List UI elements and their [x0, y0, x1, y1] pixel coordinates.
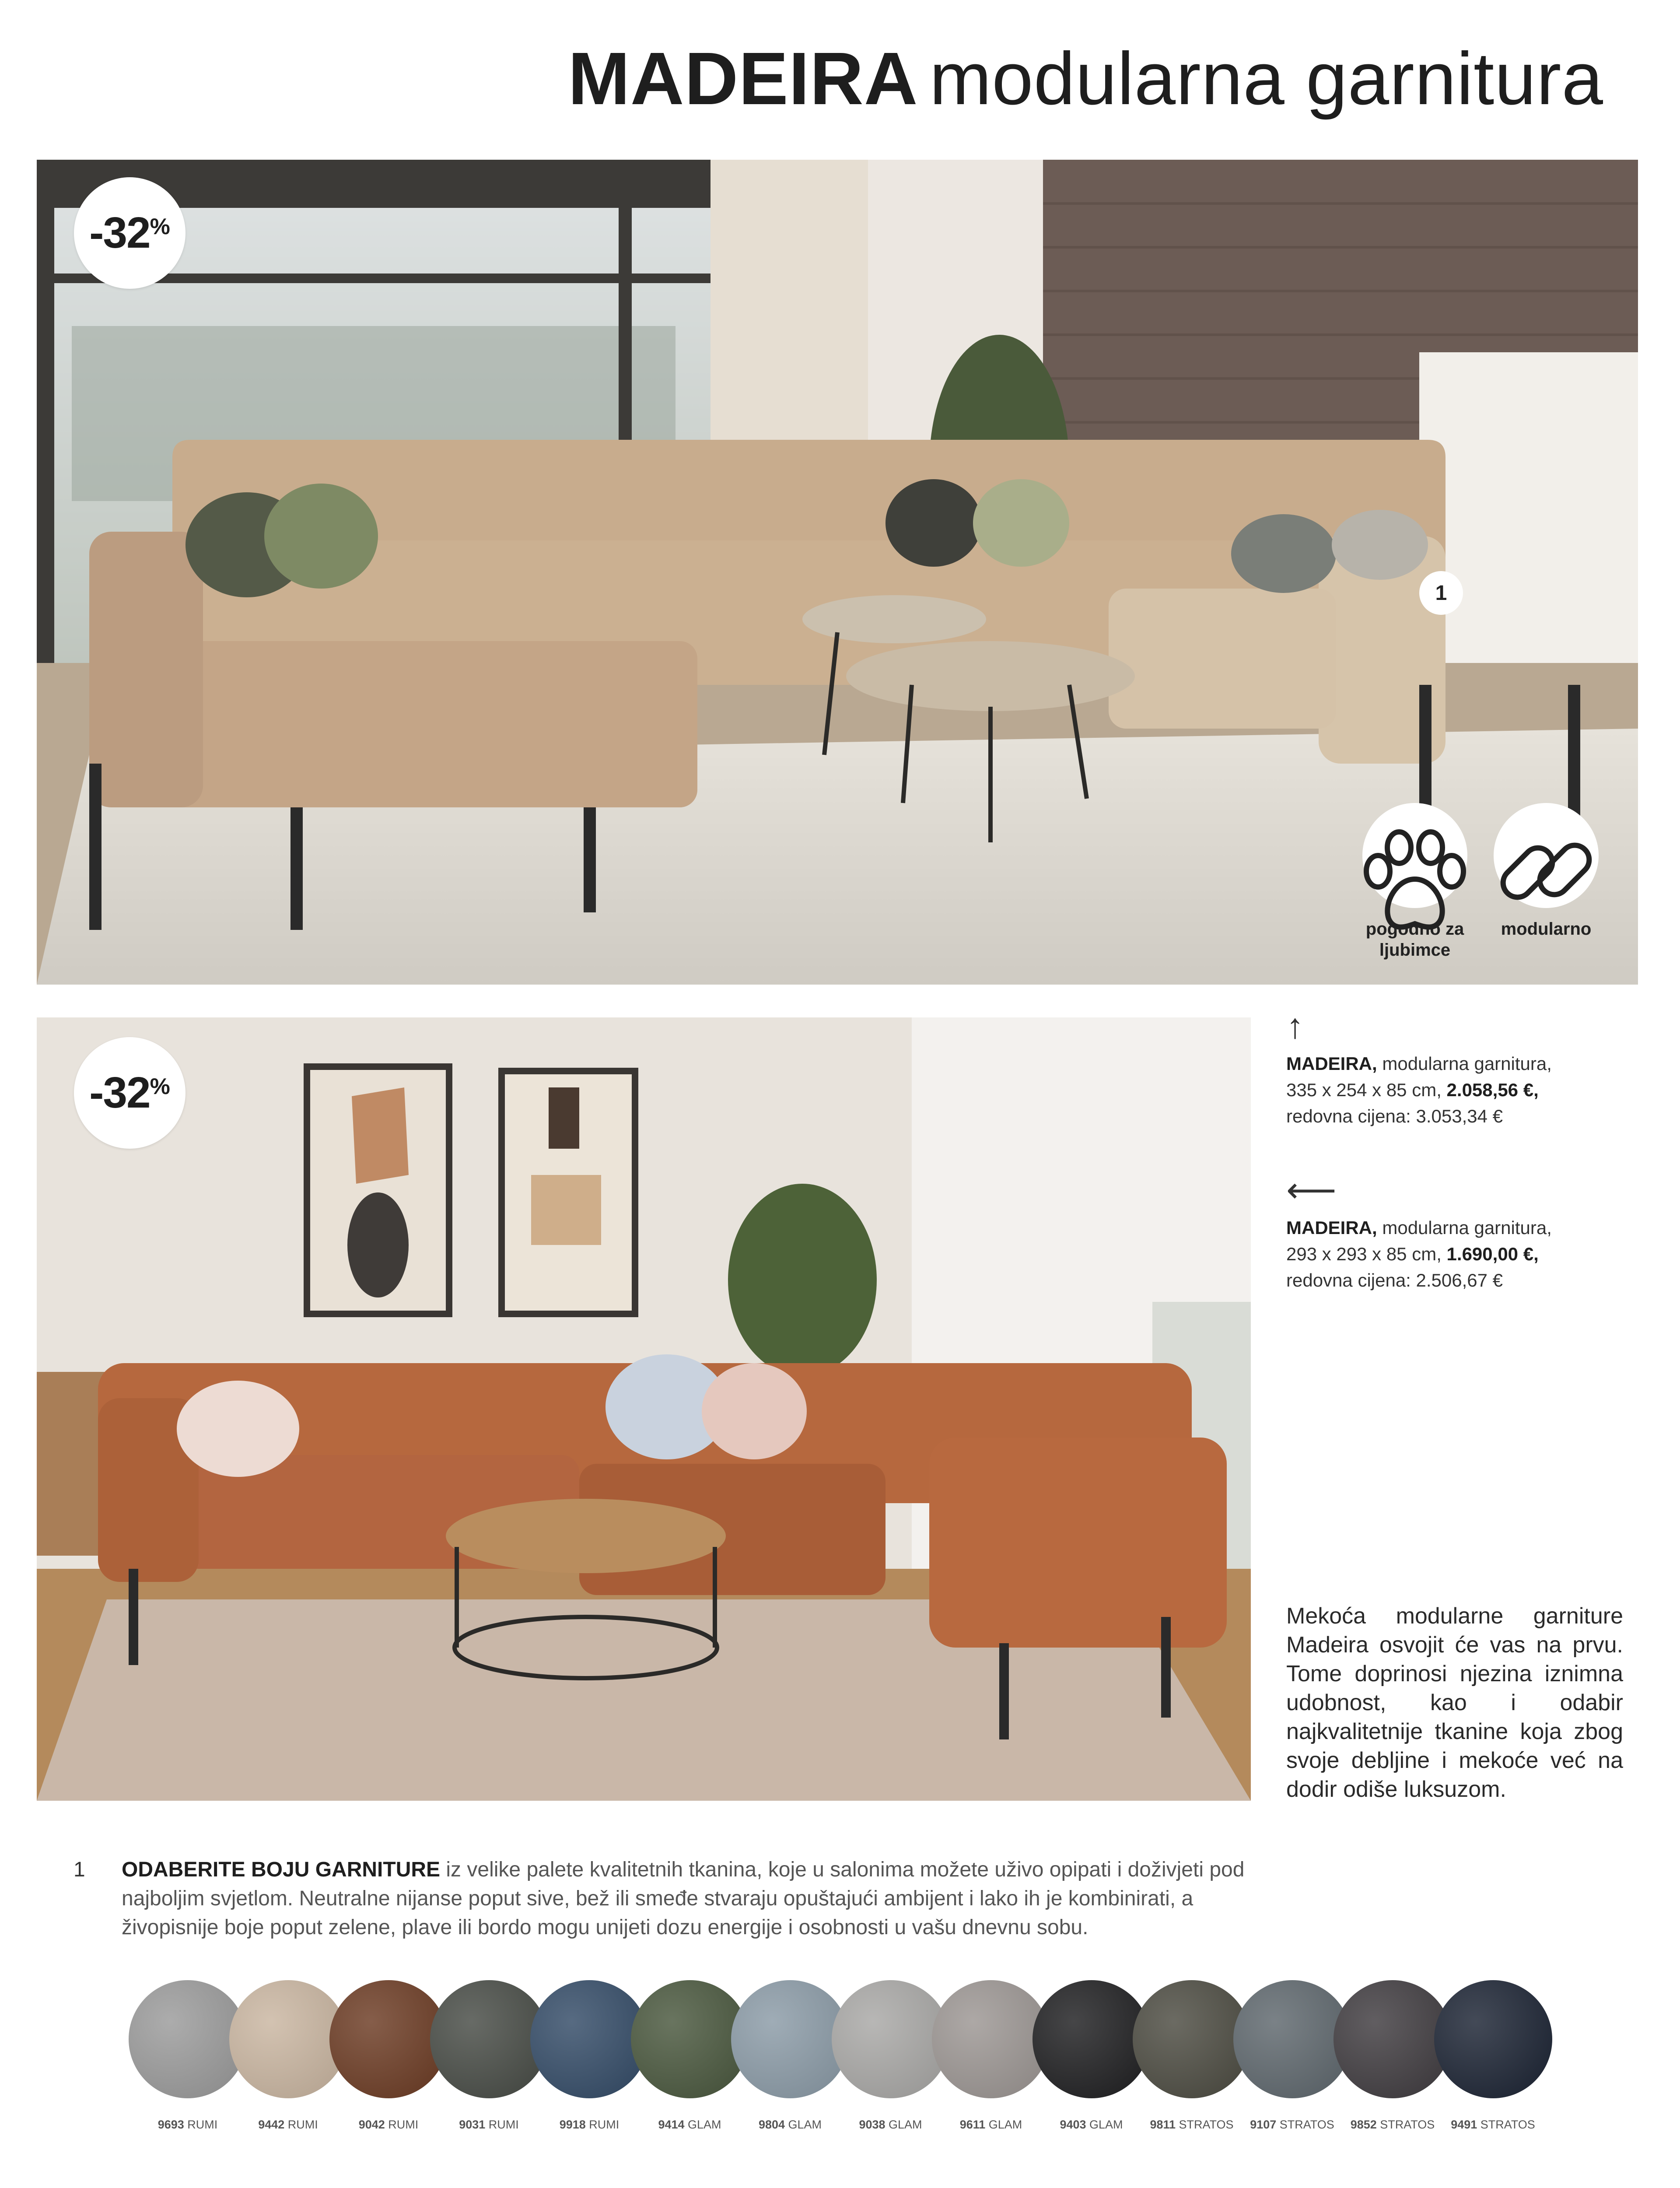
- bottom-photo-illustration: [37, 1017, 1251, 1801]
- paw-icon-glyph: [1349, 803, 1480, 961]
- fabric-name: RUMI: [585, 2118, 620, 2131]
- fabric-code: 9611: [959, 2118, 986, 2131]
- page-title: [568, 37, 1603, 120]
- fabric-swatch-label: [1135, 2118, 1249, 2132]
- discount-badge: [74, 177, 186, 289]
- fabric-code: 9107: [1250, 2118, 1277, 2131]
- paw-icon: [1362, 803, 1467, 908]
- product-price: 2.058,56 €,: [1446, 1080, 1539, 1100]
- product-info-1: [1286, 1006, 1601, 1129]
- product-name: MADEIRA,: [1286, 1217, 1377, 1238]
- product-type: modularna garnitura,: [1382, 1053, 1552, 1074]
- feature-pet-friendly: [1349, 803, 1480, 961]
- fabric-name: RUMI: [184, 2118, 218, 2131]
- fabric-swatch-label: [231, 2118, 345, 2132]
- fabric-swatch-label: [733, 2118, 847, 2132]
- fabric-name: GLAM: [785, 2118, 822, 2131]
- product-line-2: [1286, 1241, 1601, 1267]
- product-regular-price: redovna cijena: 3.053,34 €: [1286, 1106, 1503, 1126]
- link-icon-glyph: [1480, 803, 1612, 940]
- fabric-name: STRATOS: [1276, 2118, 1334, 2131]
- note-text: iz velike palete kvalitetnih tkanina, koje u salonima možete uživo opipati i doživjeti pod najboljim svjetlom. Neutralne nijanse poput sive, bež ili smeđe stvaraju opuštajući ambijent i lako ih je kombinirati, a živopisnije boje poput zelene, plave ili bordo mogu unijeti dozu energije i osobnosti u vašu dnevnu sobu.: [122, 1858, 1245, 1939]
- fabric-name: STRATOS: [1477, 2118, 1535, 2131]
- fabric-swatch-label: [432, 2118, 546, 2132]
- discount-percent: %: [150, 1073, 170, 1099]
- product-price: 1.690,00 €,: [1446, 1244, 1539, 1264]
- product-type: modularna garnitura,: [1382, 1217, 1552, 1238]
- product-info-2: [1286, 1173, 1601, 1294]
- fabric-code: 9414: [658, 2118, 685, 2131]
- product-line-2: [1286, 1077, 1601, 1103]
- product-line-1: [1286, 1051, 1601, 1077]
- hotspot-marker[interactable]: 1: [1419, 571, 1463, 615]
- fabric-code: 9693: [158, 2118, 184, 2131]
- bottom-living-room-photo: [37, 1017, 1251, 1801]
- fabric-code: 9038: [859, 2118, 886, 2131]
- product-regular-price: redovna cijena: 2.506,67 €: [1286, 1270, 1503, 1290]
- feature-modular: [1480, 803, 1612, 940]
- fabric-name: GLAM: [985, 2118, 1022, 2131]
- discount-number: -32: [89, 1068, 150, 1117]
- fabric-code: 9918: [559, 2118, 586, 2131]
- fabric-name: GLAM: [1086, 2118, 1123, 2131]
- color-note: [122, 1855, 1277, 1942]
- product-dimensions: 293 x 293 x 85 cm,: [1286, 1244, 1442, 1264]
- title-bold: MADEIRA: [568, 37, 918, 120]
- fabric-code: 9852: [1350, 2118, 1377, 2131]
- product-dimensions: 335 x 254 x 85 cm,: [1286, 1080, 1442, 1100]
- arrow-left-icon: ⟵: [1286, 1171, 1337, 1210]
- title-rest: modularna garnitura: [929, 37, 1603, 120]
- top-living-room-photo: [37, 160, 1638, 985]
- discount-number: -32: [89, 208, 150, 257]
- fabric-swatch[interactable]: [1434, 1980, 1552, 2098]
- product-name: MADEIRA,: [1286, 1053, 1377, 1074]
- fabric-swatch-label: [1035, 2118, 1148, 2132]
- feature-label: pogodno za ljubimce: [1365, 919, 1464, 960]
- fabric-name: RUMI: [485, 2118, 519, 2131]
- arrow-up-icon: ↑: [1286, 1006, 1304, 1045]
- fabric-code: 9442: [258, 2118, 285, 2131]
- fabric-swatch-label: [633, 2118, 747, 2132]
- fabric-code: 9031: [459, 2118, 486, 2131]
- fabric-swatch-label: [532, 2118, 646, 2132]
- fabric-code: 9491: [1451, 2118, 1477, 2131]
- discount-percent: %: [150, 214, 170, 239]
- fabric-code: 9403: [1060, 2118, 1086, 2131]
- fabric-swatch-label: [934, 2118, 1048, 2132]
- discount-badge: [74, 1037, 186, 1149]
- fabric-name: GLAM: [885, 2118, 922, 2131]
- fabric-name: RUMI: [385, 2118, 419, 2131]
- fabric-code: 9042: [358, 2118, 385, 2131]
- link-icon: [1494, 803, 1599, 908]
- fabric-name: GLAM: [684, 2118, 721, 2131]
- fabric-name: STRATOS: [1376, 2118, 1435, 2131]
- fabric-code: 9811: [1150, 2118, 1176, 2131]
- fabric-code: 9804: [758, 2118, 785, 2131]
- fabric-swatch-label: [131, 2118, 245, 2132]
- product-description: Mekoća modularne garniture Madeira osvojit će vas na prvu. Tome doprinosi njezina iznimna udobnost, kao i odabir najkvalitetnije tkanine koja zbog svoje debljine i mekoće već na dodir odiše luksuzom.: [1286, 1603, 1623, 1802]
- fabric-name: RUMI: [284, 2118, 318, 2131]
- product-line-1: [1286, 1215, 1601, 1241]
- fabric-swatch-label: [332, 2118, 445, 2132]
- fabric-swatch-label: [834, 2118, 948, 2132]
- fabric-swatch-label: [1236, 2118, 1349, 2132]
- feature-label: modularno: [1501, 919, 1592, 939]
- fabric-swatch-label: [1436, 2118, 1550, 2132]
- note-heading: ODABERITE BOJU GARNITURE: [122, 1858, 441, 1881]
- fabric-name: STRATOS: [1176, 2118, 1234, 2131]
- note-number: 1: [74, 1858, 85, 1881]
- fabric-swatch-label: [1336, 2118, 1449, 2132]
